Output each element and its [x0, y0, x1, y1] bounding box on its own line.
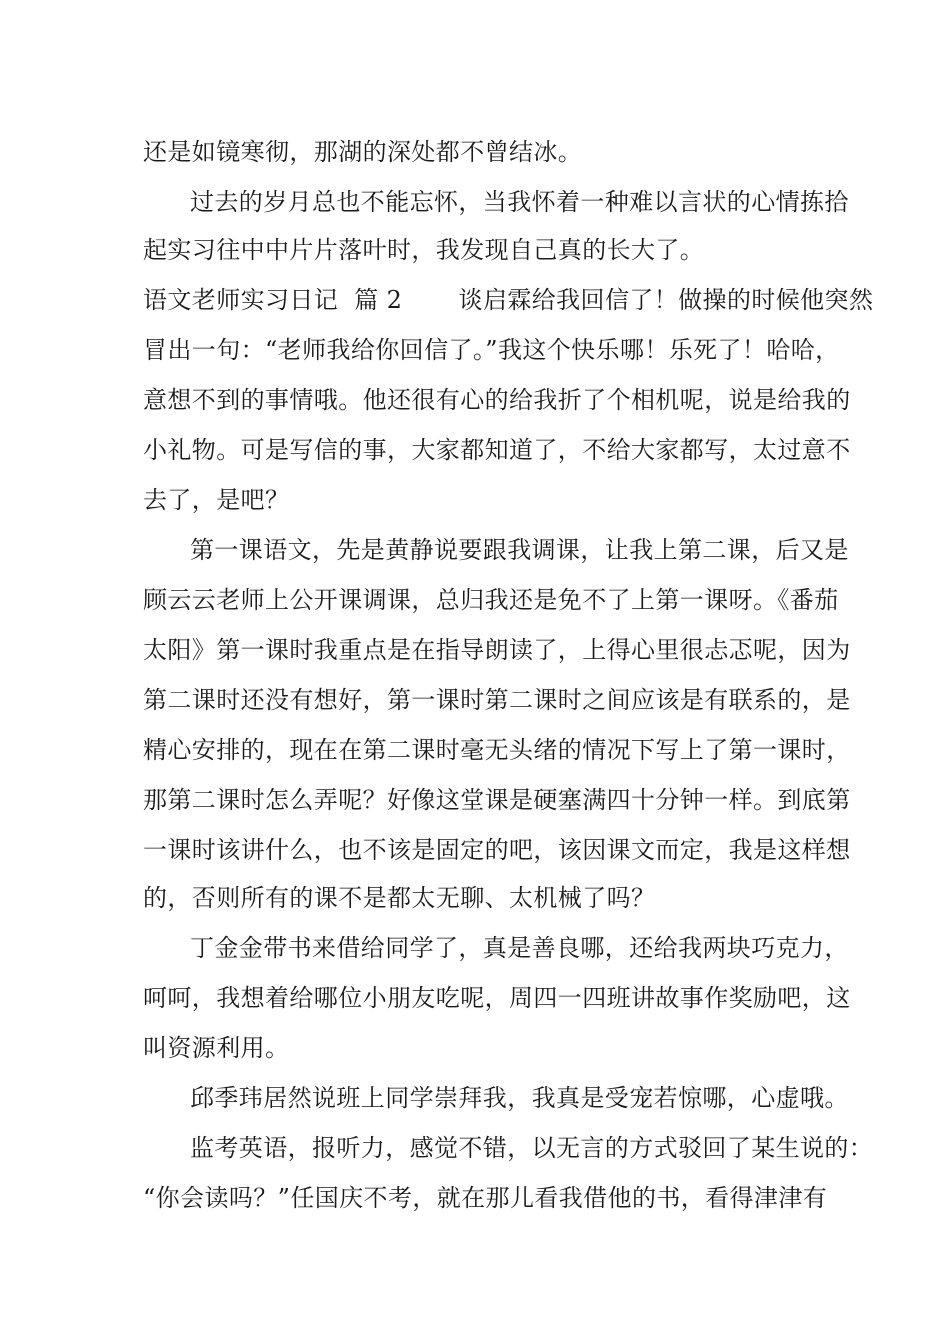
- text-line: 小礼物。可是写信的事，大家都知道了，不给大家都写，太过意不: [143, 436, 851, 464]
- text-line: 邱季玮居然说班上同学崇拜我，我真是受宠若惊哪，心虚哦。: [190, 1084, 849, 1112]
- heading-line: 语文老师实习日记 篇 2 谈启霖给我回信了！做操的时候他突然: [143, 286, 874, 314]
- text-line: 去了，是吧？: [143, 486, 290, 514]
- text-line: 太阳》第一课时我重点是在指导朗读了，上得心里很忐忑呢，因为: [143, 636, 851, 664]
- text-line: 顾云云老师上公开课调课，总归我还是免不了上第一课呀。《番茄: [143, 586, 839, 614]
- text-line: 起实习往中中片片落叶时，我发现自己真的长大了。: [143, 236, 705, 264]
- text-line: 监考英语，报听力，感觉不错，以无言的方式驳回了某生说的：: [190, 1134, 874, 1162]
- text-line: 意想不到的事情哦。他还很有心的给我折了个相机呢，说是给我的: [143, 386, 851, 414]
- text-line: 第一课语文，先是黄静说要跟我调课，让我上第二课，后又是: [190, 536, 849, 564]
- text-line: “你会读吗？”任国庆不考，就在那儿看我借他的书，看得津津有: [143, 1184, 828, 1212]
- text-line: 过去的岁月总也不能忘怀，当我怀着一种难以言状的心情拣拾: [190, 188, 849, 216]
- text-line: 冒出一句：“老师我给你回信了。”我这个快乐哪！乐死了！哈哈，: [143, 336, 840, 364]
- text-line: 丁金金带书来借给同学了，真是善良哪，还给我两块巧克力，: [190, 934, 849, 962]
- text-line: 呵呵，我想着给哪位小朋友吃呢，周四一四班讲故事作奖励吧，这: [143, 984, 851, 1012]
- text-line: 那第二课时怎么弄呢？好像这堂课是硬塞满四十分钟一样。到底第: [143, 786, 851, 814]
- text-line: 叫资源利用。: [143, 1034, 290, 1062]
- text-line: 精心安排的，现在在第二课时毫无头绪的情况下写上了第一课时，: [143, 736, 851, 764]
- text-line: 还是如镜寒彻，那湖的深处都不曾结冰。: [143, 138, 583, 166]
- text-line: 的，否则所有的课不是都太无聊、太机械了吗？: [143, 884, 656, 912]
- text-line: 第二课时还没有想好，第一课时第二课时之间应该是有联系的，是: [143, 686, 851, 714]
- text-line: 一课时该讲什么，也不该是固定的吧，该因课文而定，我是这样想: [143, 836, 851, 864]
